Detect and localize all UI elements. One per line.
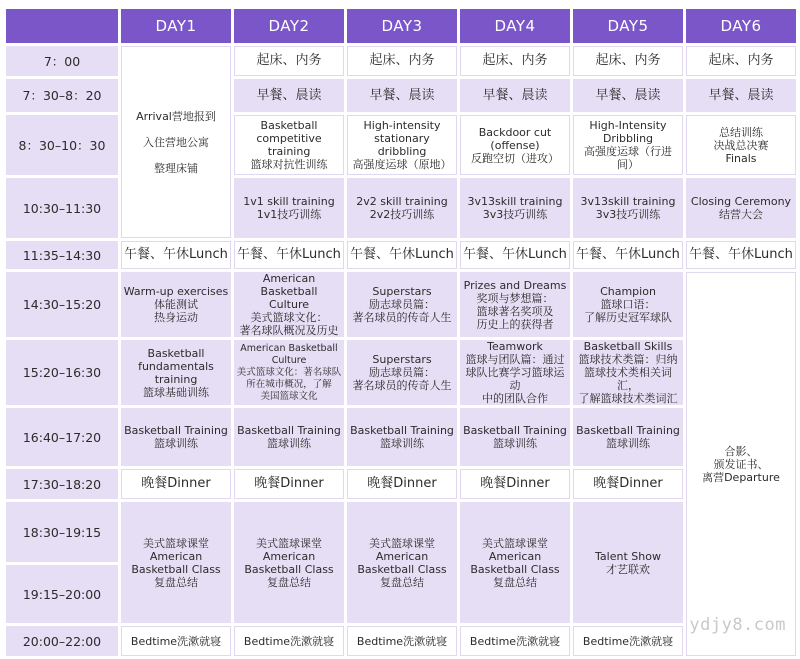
cell-line: 篮球技术类相关词汇，: [584, 366, 672, 392]
cell-line: 所在城市概况，了解: [246, 378, 332, 390]
bedtime-cell: Bedtime洗漱就寝: [347, 626, 457, 656]
culture-cell: [234, 340, 344, 405]
fundamentals-cell: [121, 340, 231, 405]
header-row: [6, 9, 796, 43]
cell-line: 高强度运球（行进间）: [584, 145, 672, 171]
time-cell: 17:30–18:20: [6, 469, 118, 499]
morning-cell: [686, 115, 796, 175]
cell-line: 颁发证书、: [713, 457, 769, 471]
cell-line: Teamwork: [487, 340, 543, 353]
cell-line: 中的团队合作: [482, 392, 548, 405]
day1-arrival-cell: [121, 46, 231, 238]
cell-line: Closing Ceremony: [690, 195, 792, 208]
time-cell: 15:20–16:30: [6, 340, 118, 405]
cell-line: 篮球训练: [154, 437, 198, 450]
cell-line: 篮球基础训练: [143, 385, 209, 399]
cell-line: 美式篮球文化：: [250, 311, 328, 324]
superstars-cell: [347, 340, 457, 405]
day-header: DAY3: [347, 9, 457, 43]
dinner-cell: 晚餐Dinner: [573, 469, 683, 499]
cell-line: 著名球队概况及历史: [239, 324, 339, 337]
cell-line: 高强度运球（原地）: [352, 158, 452, 171]
cell-line: 3v13skill training: [580, 195, 676, 208]
time-cell: 8：30–10：30: [6, 115, 118, 175]
cell-line: 篮球训练: [267, 437, 311, 450]
training-cell: [234, 408, 344, 466]
breakfast-cell: 早餐、晨读: [460, 79, 570, 112]
cell-line: 篮球口语：: [600, 298, 656, 311]
cell-line: 美式篮球课堂: [143, 536, 209, 550]
cell-line: Basketball Training: [463, 424, 567, 437]
cell-line: Basketball: [147, 346, 205, 360]
cell-line: 合影、: [724, 444, 758, 458]
day-header: DAY5: [573, 9, 683, 43]
breakfast-cell: 早餐、晨读: [686, 79, 796, 112]
bedtime-cell: Bedtime洗漱就寝: [573, 626, 683, 656]
watermark: ydjy8.com: [689, 615, 786, 635]
cell-line: 结营大会: [719, 208, 763, 221]
bedtime-cell: Bedtime洗漱就寝: [121, 626, 231, 656]
cell-line: Finals: [725, 151, 757, 165]
wake-cell: 起床、内务: [347, 46, 457, 76]
cell-line: 复盘总结: [493, 575, 537, 589]
champion-cell: [573, 272, 683, 337]
prizes-cell: [460, 272, 570, 337]
schedule-row: [6, 340, 796, 405]
cell-line: 1v1 skill training: [243, 195, 335, 208]
dinner-cell: 晚餐Dinner: [460, 469, 570, 499]
cell-line: (offense): [490, 138, 540, 152]
cell-line: 励志球员篇：: [369, 298, 435, 311]
cell-line: American Basketball: [240, 342, 338, 354]
cell-line: 热身运动: [154, 311, 198, 324]
cell-line: Champion: [600, 285, 656, 298]
cell-line: 篮球著名奖项及: [476, 304, 554, 318]
cell-line: 美国篮球文化: [260, 390, 318, 402]
cell-line: 励志球员篇：: [369, 366, 435, 379]
class-cell: [234, 502, 344, 623]
skills-cell: [234, 178, 344, 238]
day-header: DAY1: [121, 9, 231, 43]
cell-line: 才艺联欢: [606, 562, 650, 576]
cell-line: 复盘总结: [154, 575, 198, 589]
cell-line: 奖项与梦想篇：: [476, 291, 554, 305]
lunch-cell: 午餐、午休Lunch: [460, 241, 570, 269]
cell-line: 篮球训练: [380, 437, 424, 450]
training-cell: [121, 408, 231, 466]
training-cell: [347, 408, 457, 466]
morning-cell: [460, 115, 570, 175]
dinner-cell: 晚餐Dinner: [121, 469, 231, 499]
bedtime-cell: Bedtime洗漱就寝: [234, 626, 344, 656]
wake-cell: 起床、内务: [460, 46, 570, 76]
cell-line: fundamentals: [138, 359, 214, 373]
schedule-row: [6, 46, 796, 76]
cell-line: Arrival营地报到: [136, 109, 216, 123]
cell-line: 整理床铺: [154, 161, 198, 175]
superstars-cell: [347, 272, 457, 337]
time-cell: 16:40–17:20: [6, 408, 118, 466]
cell-line: Culture: [271, 354, 307, 366]
class-cell: [121, 502, 231, 623]
cell-line: Basketball Class: [131, 562, 221, 576]
training-cell: [460, 408, 570, 466]
cell-line: competitive training: [256, 132, 322, 158]
cell-line: 球队比赛学习篮球运动: [465, 366, 565, 392]
cell-line: High-intensity: [363, 119, 441, 132]
cell-line: Basketball Skills: [583, 340, 673, 353]
schedule-row: [6, 502, 796, 562]
cell-line: 篮球技术类篇：归纳: [578, 353, 678, 366]
cell-line: Basketball Training: [237, 424, 341, 437]
cell-line: Warm-up exercises: [123, 285, 229, 298]
schedule-row: [6, 241, 796, 269]
cell-line: Basketball Class: [470, 562, 560, 576]
teamwork-cell: [460, 340, 570, 405]
cell-line: Superstars: [372, 353, 432, 366]
cell-line: American: [262, 549, 316, 563]
day-header: DAY2: [234, 9, 344, 43]
cell-line: 篮球对抗性训练: [250, 158, 328, 171]
time-cell: 7：00: [6, 46, 118, 76]
cell-line: 了解篮球技术类词汇: [578, 392, 678, 405]
cell-line: 复盘总结: [267, 575, 311, 589]
morning-cell: [573, 115, 683, 175]
lunch-cell: 午餐、午休Lunch: [347, 241, 457, 269]
time-cell: 14:30–15:20: [6, 272, 118, 337]
cell-line: 反跑空切（进攻）: [471, 151, 559, 165]
cell-line: 决战总决赛: [713, 138, 769, 152]
cell-line: 美式篮球课堂: [369, 536, 435, 550]
cell-line: Prizes and Dreams: [463, 278, 567, 292]
cell-line: Culture: [268, 298, 310, 311]
wake-cell: 起床、内务: [573, 46, 683, 76]
time-cell: 11:35–14:30: [6, 241, 118, 269]
lunch-cell: 午餐、午休Lunch: [121, 241, 231, 269]
class-cell: [347, 502, 457, 623]
cell-line: 总结训练: [719, 125, 763, 139]
morning-cell: [234, 115, 344, 175]
time-cell: 7：30–8：20: [6, 79, 118, 112]
cell-line: American Basketball: [260, 272, 318, 298]
skills-cell: [686, 178, 796, 238]
schedule-row: [6, 469, 796, 499]
day-header: DAY4: [460, 9, 570, 43]
schedule-row: [6, 272, 796, 337]
day6-departure-cell: [686, 272, 796, 656]
breakfast-cell: 早餐、晨读: [573, 79, 683, 112]
training-cell: [573, 408, 683, 466]
skills-vocab-cell: [573, 340, 683, 405]
wake-cell: 起床、内务: [686, 46, 796, 76]
schedule-row: [6, 626, 796, 656]
cell-line: Basketball: [260, 119, 318, 132]
cell-line: 著名球员的传奇人生: [352, 311, 452, 324]
breakfast-cell: 早餐、晨读: [234, 79, 344, 112]
cell-line: 篮球与团队篇：通过: [465, 353, 565, 366]
cell-line: Basketball Class: [244, 562, 334, 576]
time-cell: 18:30–19:15: [6, 502, 118, 562]
cell-line: Basketball Training: [576, 424, 680, 437]
cell-line: 3v13skill training: [467, 195, 563, 208]
skills-cell: [347, 178, 457, 238]
skills-cell: [460, 178, 570, 238]
cell-line: Superstars: [372, 285, 432, 298]
cell-line: 历史上的获得者: [476, 317, 554, 331]
warmup-cell: [121, 272, 231, 337]
time-cell: 19:15–20:00: [6, 565, 118, 623]
cell-line: 篮球训练: [493, 437, 537, 450]
cell-line: 了解历史冠军球队: [584, 311, 672, 324]
cell-line: 2v2 skill training: [356, 195, 448, 208]
lunch-cell: 午餐、午休Lunch: [234, 241, 344, 269]
schedule-row: [6, 408, 796, 466]
cell-line: Basketball Training: [350, 424, 454, 437]
cell-line: 美式篮球文化：著名球队: [236, 366, 342, 378]
cell-line: Backdoor cut: [478, 125, 552, 139]
cell-line: 复盘总结: [380, 575, 424, 589]
lunch-cell: 午餐、午休Lunch: [686, 241, 796, 269]
day-header: DAY6: [686, 9, 796, 43]
cell-line: 著名球员的传奇人生: [352, 379, 452, 392]
culture-cell: [234, 272, 344, 337]
dinner-cell: 晚餐Dinner: [234, 469, 344, 499]
cell-line: stationary dribbling: [374, 132, 430, 158]
talent-show-cell: [573, 502, 683, 623]
cell-line: High-Intensity: [589, 119, 667, 132]
cell-line: 入住营地公寓: [143, 135, 209, 149]
cell-line: 篮球训练: [606, 437, 650, 450]
cell-line: training: [154, 372, 198, 386]
cell-line: 1v1技巧训练: [256, 208, 322, 221]
cell-line: Talent Show: [595, 549, 661, 563]
skills-cell: [573, 178, 683, 238]
cell-line: Basketball Class: [357, 562, 447, 576]
class-cell: [460, 502, 570, 623]
cell-line: 3v3技巧训练: [482, 208, 548, 221]
breakfast-cell: 早餐、晨读: [347, 79, 457, 112]
cell-line: American: [375, 549, 429, 563]
time-cell: 20:00–22:00: [6, 626, 118, 656]
cell-line: 离营Departure: [702, 470, 780, 484]
cell-line: 美式篮球课堂: [256, 536, 322, 550]
cell-line: 2v2技巧训练: [369, 208, 435, 221]
cell-line: Basketball Training: [124, 424, 228, 437]
cell-line: 美式篮球课堂: [482, 536, 548, 550]
cell-line: American: [149, 549, 203, 563]
cell-line: 3v3技巧训练: [595, 208, 661, 221]
cell-line: 体能测试: [154, 298, 198, 311]
wake-cell: 起床、内务: [234, 46, 344, 76]
dinner-cell: 晚餐Dinner: [347, 469, 457, 499]
lunch-cell: 午餐、午休Lunch: [573, 241, 683, 269]
schedule-table: [3, 6, 799, 659]
cell-line: Dribbling: [602, 132, 654, 145]
cell-line: American: [488, 549, 542, 563]
morning-cell: [347, 115, 457, 175]
corner-cell: [6, 9, 118, 43]
time-cell: 10:30–11:30: [6, 178, 118, 238]
bedtime-cell: Bedtime洗漱就寝: [460, 626, 570, 656]
